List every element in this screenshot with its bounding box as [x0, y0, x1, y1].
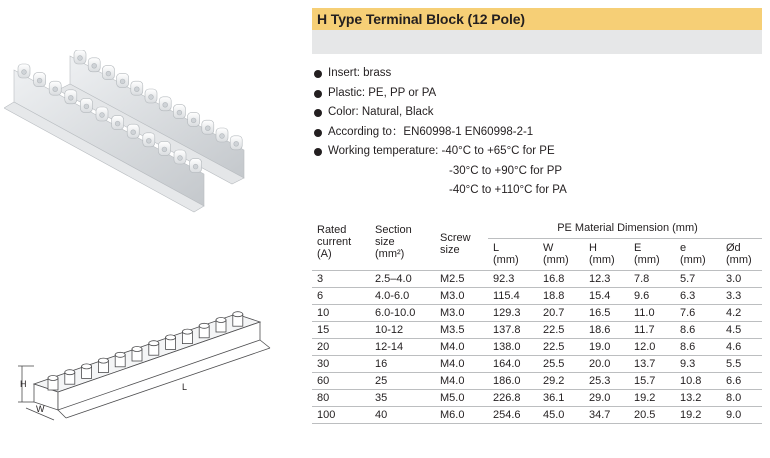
screw-hole — [53, 87, 58, 92]
header-diameter: Ød (mm) — [721, 238, 762, 270]
table-cell: M4.0 — [435, 372, 488, 389]
screw-hole — [68, 95, 73, 100]
table-cell: 4.2 — [721, 304, 762, 321]
table-cell: 129.3 — [488, 304, 538, 321]
screw-hole — [22, 70, 27, 75]
post-cap — [48, 376, 58, 381]
table-cell: 92.3 — [488, 270, 538, 287]
table-cell: 18.6 — [584, 321, 629, 338]
table-cell: 13.2 — [675, 389, 721, 406]
spec-item: According to：EN60998-1 EN60998-2-1 — [312, 123, 762, 143]
table-cell: 35 — [370, 389, 435, 406]
table-cell: 12.3 — [584, 270, 629, 287]
table-cell: 13.7 — [629, 355, 675, 372]
table-cell: 19.2 — [629, 389, 675, 406]
table-cell: 19.0 — [584, 338, 629, 355]
header-e-upper: E (mm) — [629, 238, 675, 270]
table-cell: 11.7 — [629, 321, 675, 338]
table-row — [312, 287, 762, 304]
table-cell: 3.0 — [721, 270, 762, 287]
product-title: H Type Terminal Block (12 Pole) — [317, 11, 525, 27]
header-section-size: Section size (mm²) — [370, 218, 435, 270]
table-cell: 5.7 — [675, 270, 721, 287]
table-cell: 6.3 — [675, 287, 721, 304]
table-cell: M3.0 — [435, 287, 488, 304]
screw-hole — [100, 113, 105, 118]
table-cell: 115.4 — [488, 287, 538, 304]
table-row — [312, 321, 762, 338]
table-cell: 3 — [312, 270, 370, 287]
table-cell: 25 — [370, 372, 435, 389]
screw-hole — [134, 87, 139, 92]
table-cell: 22.5 — [538, 321, 584, 338]
table-cell: 5.5 — [721, 355, 762, 372]
table-cell: 40 — [370, 406, 435, 423]
table-cell: M2.5 — [435, 270, 488, 287]
table-cell: 30 — [312, 355, 370, 372]
table-cell: 4.0-6.0 — [370, 287, 435, 304]
header-e-lower: e (mm) — [675, 238, 721, 270]
table-cell: 4.6 — [721, 338, 762, 355]
table-cell: 20.7 — [538, 304, 584, 321]
table-cell: 9.6 — [629, 287, 675, 304]
screw-hole — [162, 147, 167, 152]
screw-hole — [106, 71, 111, 76]
header-rated-current: Rated current (A) — [312, 218, 370, 270]
table-row — [312, 270, 762, 287]
table-cell: 15.4 — [584, 287, 629, 304]
post-cap — [233, 312, 243, 317]
post-cap — [65, 370, 75, 375]
table-cell: 6 — [312, 287, 370, 304]
table-cell: M3.5 — [435, 321, 488, 338]
table-body — [312, 270, 762, 423]
screw-hole — [234, 141, 239, 146]
post-cap — [216, 318, 226, 323]
table-cell: 34.7 — [584, 406, 629, 423]
screw-hole — [131, 130, 136, 135]
post-cap — [149, 341, 159, 346]
table-cell: 9.0 — [721, 406, 762, 423]
bullet-icon — [314, 109, 322, 117]
screw-hole — [115, 121, 120, 126]
table-cell: 254.6 — [488, 406, 538, 423]
screw-hole — [149, 95, 154, 100]
table-cell: 226.8 — [488, 389, 538, 406]
table-cell: 8.0 — [721, 389, 762, 406]
table-row — [312, 338, 762, 355]
table-cell: 3.3 — [721, 287, 762, 304]
table-cell: 45.0 — [538, 406, 584, 423]
table-row — [312, 372, 762, 389]
bullet-icon — [314, 148, 322, 156]
post-cap — [199, 323, 209, 328]
table-cell: 80 — [312, 389, 370, 406]
table-cell: 2.5–4.0 — [370, 270, 435, 287]
screw-hole — [84, 104, 89, 109]
post-cap — [132, 347, 142, 352]
table-cell: 22.5 — [538, 338, 584, 355]
table-cell: 20 — [312, 338, 370, 355]
table-cell: 4.5 — [721, 321, 762, 338]
table-cell: 8.6 — [675, 338, 721, 355]
spec-continuation: -40°C to +110°C for PA — [449, 184, 567, 196]
screw-hole — [178, 156, 183, 161]
header-h: H (mm) — [584, 238, 629, 270]
table-cell: 138.0 — [488, 338, 538, 355]
table-cell: 18.8 — [538, 287, 584, 304]
spec-continuation: -30°C to +90°C for PP — [449, 164, 563, 177]
header-screw-size: Screw size — [435, 218, 488, 270]
table-cell: 10.8 — [675, 372, 721, 389]
post-cap — [182, 329, 192, 334]
table-cell: 15.7 — [629, 372, 675, 389]
table-cell: 10-12 — [370, 321, 435, 338]
spec-item: Insert: brass — [312, 64, 762, 84]
terminal-block-photo — [4, 50, 304, 220]
table-cell: 6.0-10.0 — [370, 304, 435, 321]
table-row — [312, 355, 762, 372]
screw-hole — [120, 79, 125, 84]
table-cell: 8.6 — [675, 321, 721, 338]
table-cell: 29.0 — [584, 389, 629, 406]
table-cell: M4.0 — [435, 338, 488, 355]
screw-hole — [177, 110, 182, 115]
table-cell: 10 — [312, 304, 370, 321]
table-cell: 186.0 — [488, 372, 538, 389]
table-cell: 16.5 — [584, 304, 629, 321]
post-cap — [166, 335, 176, 340]
screw-hole — [92, 63, 97, 68]
table-cell: M4.0 — [435, 355, 488, 372]
table-cell: 11.0 — [629, 304, 675, 321]
image-column — [0, 0, 305, 458]
screw-hole — [193, 164, 198, 169]
screw-hole — [205, 126, 210, 131]
table-cell: 60 — [312, 372, 370, 389]
table-row — [312, 304, 762, 321]
post-cap — [98, 358, 108, 363]
bullet-icon — [314, 90, 322, 98]
table-cell: 25.5 — [538, 355, 584, 372]
table-cell: 29.2 — [538, 372, 584, 389]
spec-item: Plastic: PE, PP or PA — [312, 84, 762, 104]
screw-hole — [163, 102, 168, 107]
table-cell: 20.0 — [584, 355, 629, 372]
header-l: L (mm) — [488, 238, 538, 270]
title-bar — [312, 8, 762, 30]
table-row — [312, 389, 762, 406]
spec-item: Color: Natural, Black — [312, 103, 762, 123]
screw-hole — [78, 56, 83, 61]
table-row — [312, 406, 762, 423]
table-cell: 15 — [312, 321, 370, 338]
table-cell: 137.8 — [488, 321, 538, 338]
bullet-icon — [314, 70, 322, 78]
table-cell: 19.2 — [675, 406, 721, 423]
table-cell: 6.6 — [721, 372, 762, 389]
table-cell: 25.3 — [584, 372, 629, 389]
table-cell: 12-14 — [370, 338, 435, 355]
title-subbar — [312, 30, 762, 54]
dimension-table — [312, 218, 762, 424]
screw-hole — [146, 138, 151, 143]
post-cap — [115, 352, 125, 357]
screw-hole — [37, 78, 42, 83]
table-cell: 36.1 — [538, 389, 584, 406]
header-w: W (mm) — [538, 238, 584, 270]
label-l: L — [182, 382, 188, 392]
table-cell: 12.0 — [629, 338, 675, 355]
screw-hole — [220, 134, 225, 139]
spec-item: Working temperature: -40°C to +65°C for PE — [312, 142, 762, 162]
header-pe-dimension: PE Material Dimension (mm) — [488, 218, 762, 238]
post-cap — [82, 364, 92, 369]
label-w: W — [36, 404, 45, 414]
table-cell: 164.0 — [488, 355, 538, 372]
table-cell: 7.6 — [675, 304, 721, 321]
table-cell: 7.8 — [629, 270, 675, 287]
label-h: H — [20, 379, 27, 389]
screw-hole — [191, 118, 196, 123]
table-cell: 20.5 — [629, 406, 675, 423]
table-cell: 16.8 — [538, 270, 584, 287]
table-cell: 100 — [312, 406, 370, 423]
table-cell: 9.3 — [675, 355, 721, 372]
bullet-icon — [314, 129, 322, 137]
table-cell: M6.0 — [435, 406, 488, 423]
table-cell: M3.0 — [435, 304, 488, 321]
table-cell: M5.0 — [435, 389, 488, 406]
spec-list — [312, 64, 762, 201]
table-cell: 16 — [370, 355, 435, 372]
dimension-drawing — [14, 292, 296, 432]
